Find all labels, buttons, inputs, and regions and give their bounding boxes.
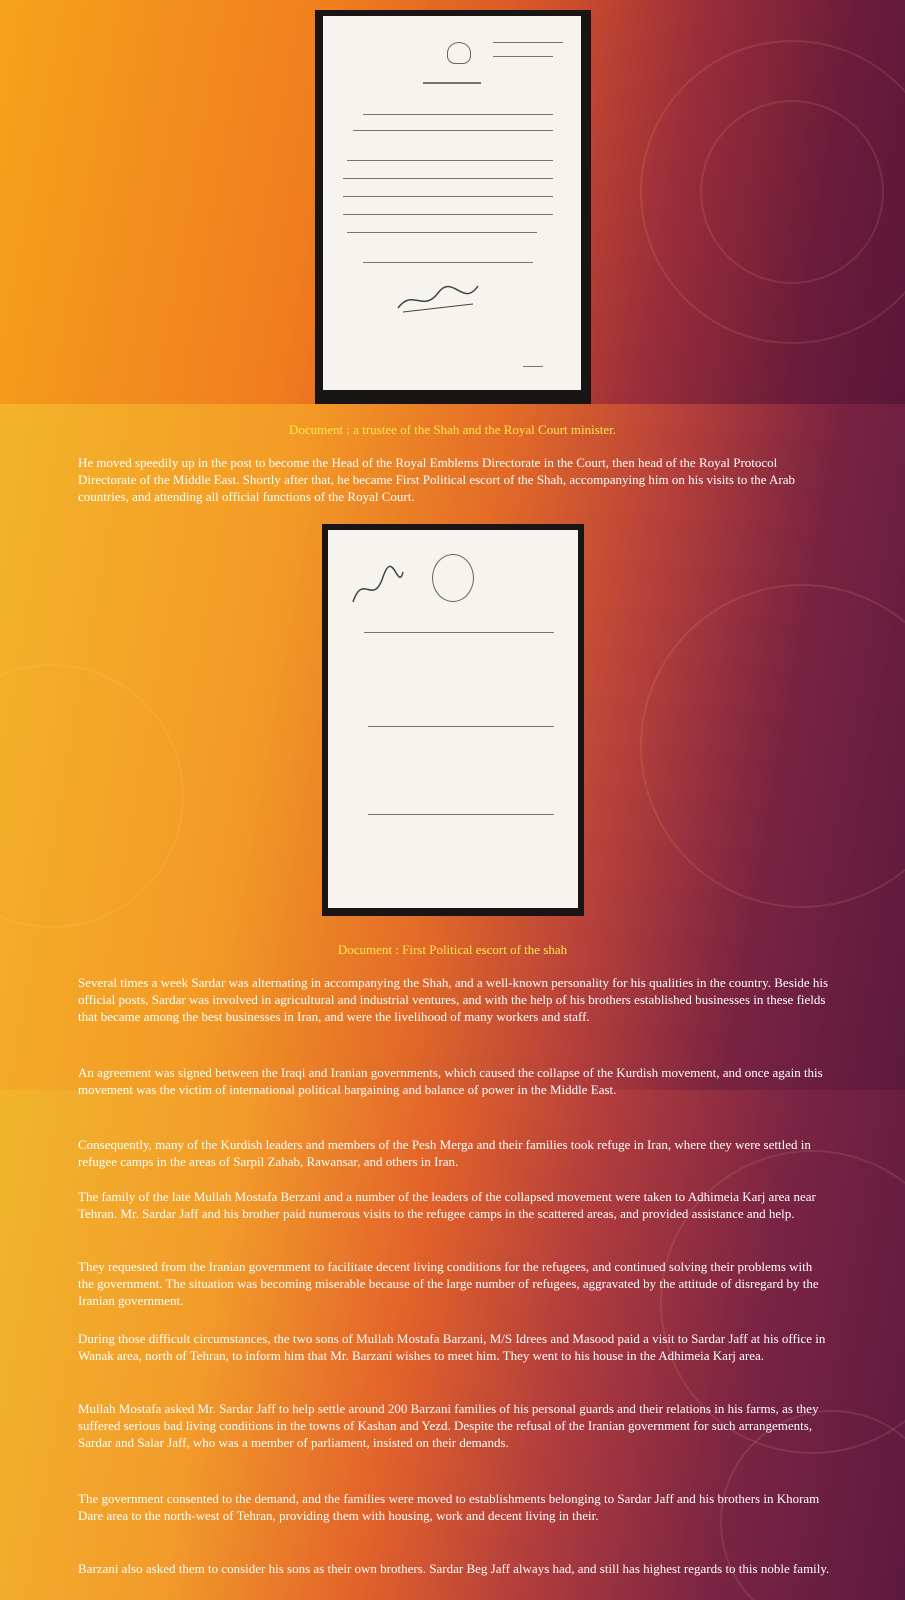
paragraph: An agreement was signed between the Iraqi and Iranian governments, which caused the collapse of the Kurdish movement, and once again this movement was the victim of international political bargaining and balance of power in the Middle East.	[78, 1065, 823, 1097]
handwritten-line	[493, 42, 563, 43]
handwritten-line	[368, 814, 554, 815]
handwritten-line	[363, 262, 533, 263]
document-paper	[323, 16, 581, 390]
paragraph: Consequently, many of the Kurdish leaders and members of the Pesh Merga and their families took refuge in Iran, where they were settled in refugee camps in the areas of Sarpil Zahab, Rawansar, and others in Iran.	[78, 1137, 811, 1169]
ornament-circle	[0, 664, 184, 928]
document-image-2	[322, 524, 584, 916]
handwritten-line	[364, 632, 554, 633]
handwritten-line	[368, 726, 554, 727]
paragraph: During those difficult circumstances, the two sons of Mullah Mostafa Barzani, M/S Idrees and Masood paid a visit to Sardar Jaff at his office in Wanak area, north of Tehran, to inform him that Mr. Barzani wishes to meet him. They went to his house in the Adhimeia Karj area.	[78, 1331, 826, 1363]
paragraph: Several times a week Sardar was alternating in accompanying the Shah, and a well-known personality for his qualities in the country. Beside his official posts, Sardar was involved in agricultural and industrial ventures, and with the help of his brothers established businesses in these fields that became among the best businesses in Iran, and were the livelihood of many workers and staff.	[78, 975, 829, 1024]
handwritten-line	[523, 366, 543, 367]
ornament-circle	[640, 584, 905, 908]
handwritten-line	[343, 178, 553, 179]
paragraph: They requested from the Iranian government to facilitate decent living conditions for the refugees, and continued solving their problems with the government. The situation was becoming miserable because of the large number of refugees, aggravated by the attitude of disregard by the Iranian government.	[78, 1259, 819, 1308]
handwritten-line	[343, 214, 553, 215]
paragraph: Mullah Mostafa asked Mr. Sardar Jaff to help settle around 200 Barzani families of his personal guards and their relations in his farms, as they suffered serious bad living conditions in the towns of Kashan and Yezd. Despite the refusal of the Iranian government for such arrangements, Sardar and Salar Jaff, who was a member of parliament, insisted on their demands.	[78, 1401, 819, 1450]
crown-emblem-icon	[432, 554, 474, 602]
crown-emblem-icon	[447, 42, 471, 64]
paragraph: The government consented to the demand, and the families were moved to establishments belonging to Sardar Jaff and his brothers in Khoram Dare area to the north-west of Tehran, providing them with housing, work and decent living in their.	[78, 1491, 820, 1523]
document-caption-1: Document : a trustee of the Shah and the Royal Court minister.	[288, 422, 617, 437]
handwritten-line	[343, 196, 553, 197]
signature-icon	[348, 562, 408, 612]
document-image-1	[315, 10, 591, 404]
document-paper	[328, 530, 578, 908]
handwritten-line	[423, 82, 481, 84]
paragraph: The family of the late Mullah Mostafa Berzani and a number of the leaders of the collapsed movement were taken to Adhimeia Karj area near Tehran. Mr. Sardar Jaff and his brother paid numerous visits to the refugee camps in the scattered areas, and provided assistance and help.	[78, 1189, 816, 1221]
handwritten-line	[353, 130, 553, 131]
paragraph: He moved speedily up in the post to become the Head of the Royal Emblems Directorate in the Court, then head of the Royal Protocol Directorate of the Middle East. Shortly after that, he became First Political escort of the Shah, accompanying him on his visits to the Arab countries, and attending all official functions of the Royal Court.	[78, 455, 795, 504]
paragraph: Barzani also asked them to consider his sons as their own brothers. Sardar Beg Jaff always had, and still has highest regards to this noble family.	[78, 1561, 830, 1576]
handwritten-line	[347, 160, 553, 161]
signature-icon	[393, 278, 483, 318]
ornament-circle	[700, 100, 884, 284]
document-caption-2: Document : First Political escort of the shah	[337, 942, 568, 957]
handwritten-line	[363, 114, 553, 115]
handwritten-line	[493, 56, 553, 57]
handwritten-line	[347, 232, 537, 233]
